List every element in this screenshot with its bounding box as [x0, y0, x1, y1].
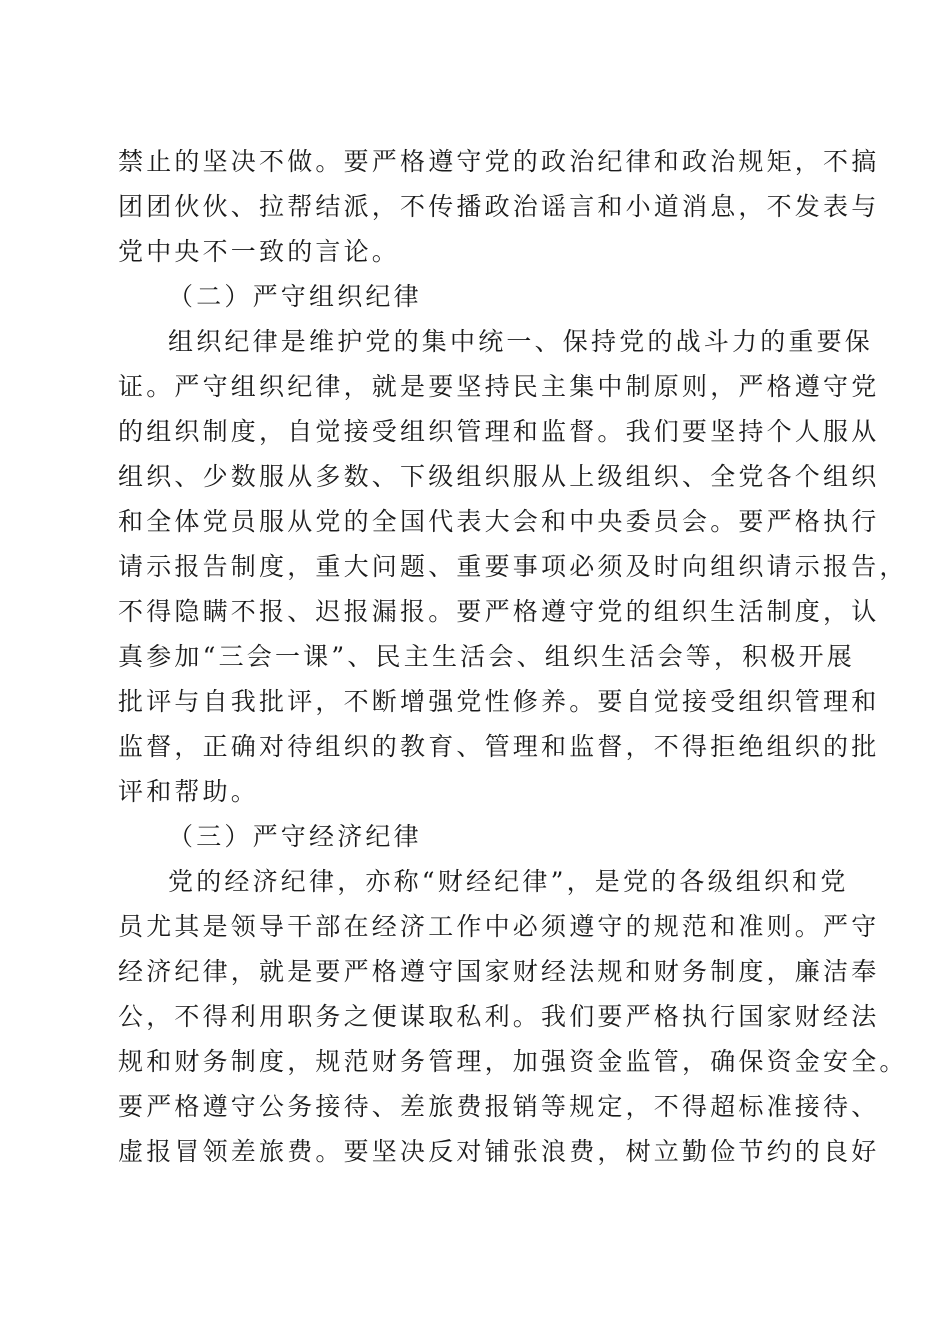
paragraph-line: 请示报告制度，重大问题、重要事项必须及时向组织请示报告，	[118, 552, 908, 581]
paragraph-line: 党的经济纪律，亦称“财经纪律”，是党的各级组织和党	[168, 867, 849, 896]
paragraph-line: 禁止的坚决不做。要严格遵守党的政治纪律和政治规矩，不搞	[118, 147, 880, 176]
paragraph-line: 监督，正确对待组织的教育、管理和监督，不得拒绝组织的批	[118, 732, 880, 761]
paragraph-line: 不得隐瞒不报、迟报漏报。要严格遵守党的组织生活制度，认	[118, 597, 880, 626]
paragraph-line: 员尤其是领导干部在经济工作中必须遵守的规范和准则。严守	[118, 912, 880, 941]
paragraph-line: 经济纪律，就是要严格遵守国家财经法规和财务制度，廉洁奉	[118, 957, 880, 986]
paragraph-line: 要严格遵守公务接待、差旅费报销等规定，不得超标准接待、	[118, 1092, 880, 1121]
section-heading-economic-discipline: （三）严守经济纪律	[168, 822, 422, 851]
paragraph-line: 证。严守组织纪律，就是要坚持民主集中制原则，严格遵守党	[118, 372, 880, 401]
paragraph-line: 组织纪律是维护党的集中统一、保持党的战斗力的重要保	[168, 327, 874, 356]
paragraph-line: 和全体党员服从党的全国代表大会和中央委员会。要严格执行	[118, 507, 880, 536]
paragraph-line: 的组织制度，自觉接受组织管理和监督。我们要坚持个人服从	[118, 417, 880, 446]
paragraph-line: 党中央不一致的言论。	[118, 237, 401, 266]
paragraph-line: 评和帮助。	[118, 777, 260, 806]
paragraph-line: 批评与自我批评，不断增强党性修养。要自觉接受组织管理和	[118, 687, 880, 716]
paragraph-line: 团团伙伙、拉帮结派，不传播政治谣言和小道消息，不发表与	[118, 192, 880, 221]
paragraph-line: 虚报冒领差旅费。要坚决反对铺张浪费，树立勤俭节约的良好	[118, 1137, 880, 1166]
section-heading-organization-discipline: （二）严守组织纪律	[168, 282, 422, 311]
paragraph-line: 公，不得利用职务之便谋取私利。我们要严格执行国家财经法	[118, 1002, 880, 1031]
paragraph-line: 真参加“三会一课”、民主生活会、组织生活会等，积极开展	[118, 642, 855, 671]
paragraph-line: 规和财务制度，规范财务管理，加强资金监管，确保资金安全。	[118, 1047, 908, 1076]
paragraph-line: 组织、少数服从多数、下级组织服从上级组织、全党各个组织	[118, 462, 880, 491]
